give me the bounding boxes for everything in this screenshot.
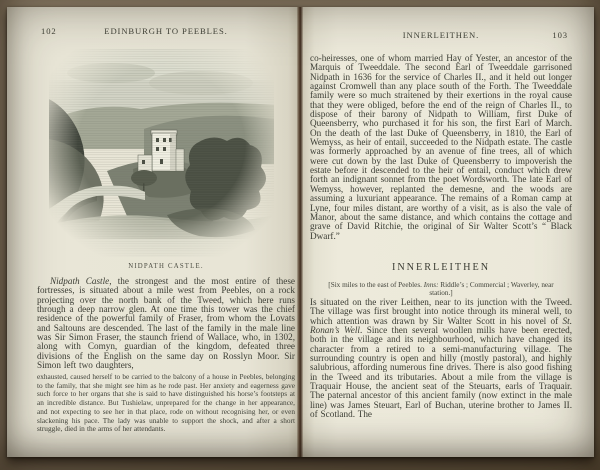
inns-note-prefix: [Six miles to the east of Peebles.	[328, 281, 424, 289]
section-heading: INNERLEITHEN	[391, 262, 491, 273]
page-number-right: 103	[552, 30, 568, 40]
page-number-left: 102	[41, 26, 57, 36]
p2-after-italic: . Since then several woollen mills have been erected, both in the village and its neighbourhood, which have changed its character from a retired to a semi-manufacturing village. The surrounding country is open and hilly (mostly pastoral), and highly salubrious, affording numerous fine drives. There is also good fishing in the Tweed and its tributaries. About a mile from the village is Traquair House, the ancient seat of the Steuarts, earls of Traquair. The paternal ancestor of this ancient family (now extinct in the male line) was James Steuart, Earl of Buchan, uterine brother to James II. of Scotland. The	[310, 325, 572, 420]
inns-note-rest: Riddle’s ; Commercial ; Waverley, near station.]	[429, 281, 554, 298]
open-book	[7, 7, 594, 457]
paragraph-lead-italic: Nidpath Castle	[50, 277, 110, 286]
left-page-paragraph	[37, 277, 295, 374]
illustration-caption: NIDPATH CASTLE.	[128, 263, 204, 270]
right-page-paragraph-1: co-heiresses, one of whom married Hay of Yester, an ancestor of the Marquis of Tweeddale. The second Earl of Tweeddale garrisoned Nidpath in 1636 for the service of Charles II., and it held out longer against Cromwell than any place south of the Forth. The Tweeddale family were so much straitened by their exertions in the royal cause that they were obliged, before the end of the reign of Charles II., to dispose of their barony of Nidpath to William, first Duke of Queensberry, who purchased it for his son, the first Earl of March. On the death of the last Duke of Queensberry, in 1810, the Earl of Wemyss, as heir of entail, succeeded to the Nidpath estate. The castle was formerly approached by an avenue of fine trees, all of which were cut down by the last Duke of Queensberry to impoverish the estate before it descended to the heir of entail, conduct which drew forth an indignant sonnet from the poet Wordsworth. The late Earl of Wemyss, however, replanted the demesne, and the woods are assuming a luxuriant appearance. The remains of a Roman camp at Lyne, four miles distant, are worthy of a visit, as is also the vale of Manor, about the same distance, and which contains the cottage and grave of David Ritchie, the original of Sir Walter Scott’s “ Black Dwarf.”	[310, 54, 572, 241]
left-page-footnote: exhausted, caused herself to be carried to the balcony of a house in Peebles, belonging to the family, that she might see him as he rode past. Her anxiety and eagerness gave such force to her organs that she is said to have distinguished his horse’s footsteps at an incredible distance. But Tushielaw, unprepared for the change in her appearance, and not expecting to see her in that place, rode on without recognising her, or even slackening his pace. The lady was unable to support the shock, and after a short struggle, died in the arms of her attendants.	[37, 373, 295, 434]
right-header	[310, 30, 572, 42]
nidpath-castle-engraving	[49, 49, 274, 257]
running-title-right: INNERLEITHEN.	[402, 30, 480, 40]
running-title-left: EDINBURGH TO PEEBLES.	[104, 26, 228, 36]
inns-note	[320, 281, 562, 297]
right-page-paragraph-2	[310, 298, 572, 436]
page-right	[303, 7, 594, 457]
page-left	[7, 7, 297, 457]
paragraph-body-text: , the strongest and the most entire of these fortresses, is situated about a mile west from Peebles, on a rock projecting over the north bank of the Tweed, which here runs through a deep narrow glen. At one time this tower was the chief residence of the powerful family of Fraser, from whom the Lovats and Saltouns are descended. The last of the family in the male line was Sir Simon Fraser, the staunch friend of Wallace, who, in 1302, along with Comyn, guardian of the kingdom, defeated three divisions of the English on the same day on Rosslyn Moor. Sir Simon left two daughters,	[37, 277, 295, 371]
left-header	[37, 26, 295, 38]
p2-before-italic: Is situated on the river Leithen, near to its junction with the Tweed. The village was first brought into notice through its mineral well, to which attention was drawn by Sir Walter Scott in his novel of	[310, 298, 572, 326]
inns-note-label: Inns:	[423, 281, 439, 289]
p2-italic-title: St. Ronan’s Well	[310, 315, 572, 336]
